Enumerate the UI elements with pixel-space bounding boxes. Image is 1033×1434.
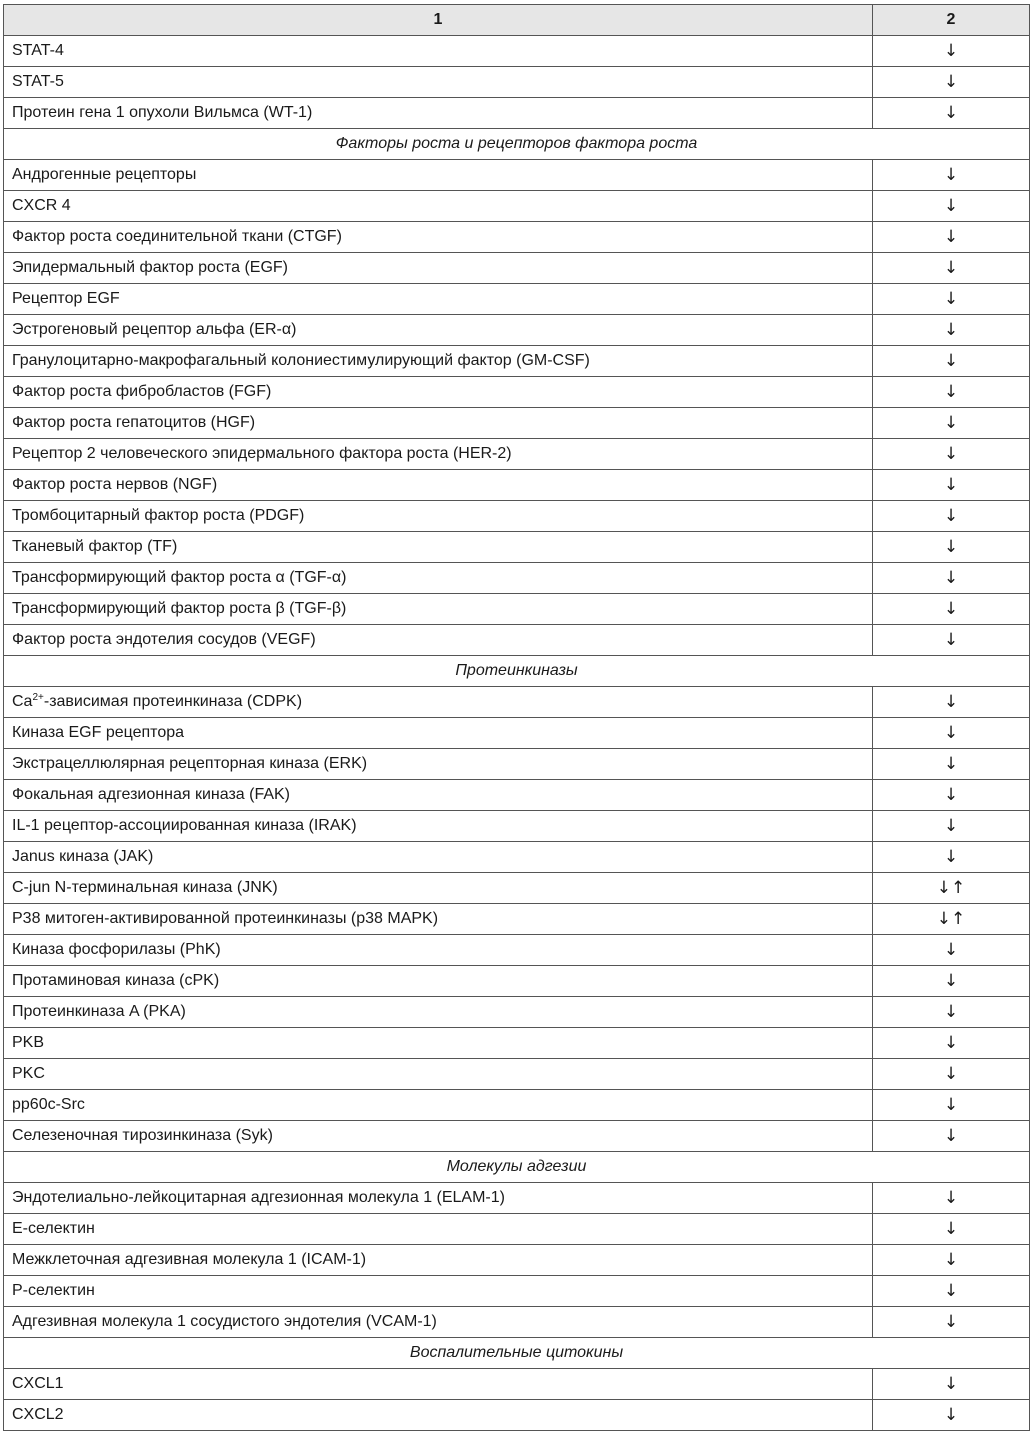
- table-row: [4, 1307, 1030, 1338]
- table-row: [4, 842, 1030, 873]
- table-row: [4, 594, 1030, 625]
- row-name-cell: Фактор роста нервов (NGF): [4, 470, 873, 501]
- row-name-cell: C-jun N-терминальная киназа (JNK): [4, 873, 873, 904]
- table-row: [4, 935, 1030, 966]
- row-arrow-cell: ↓: [873, 160, 1030, 191]
- row-arrow-cell: ↓: [873, 780, 1030, 811]
- table-head: [4, 5, 1030, 36]
- row-arrow-cell: ↓: [873, 501, 1030, 532]
- row-arrow-cell: ↓: [873, 842, 1030, 873]
- table-row: [4, 873, 1030, 904]
- row-arrow-cell: ↓: [873, 98, 1030, 129]
- row-name-cell: Адгезивная молекула 1 сосудистого эндотелия (VCAM-1): [4, 1307, 873, 1338]
- row-name-cell: Протаминовая киназа (cPK): [4, 966, 873, 997]
- table-row: [4, 408, 1030, 439]
- table-row: [4, 191, 1030, 222]
- row-name-cell: PKB: [4, 1028, 873, 1059]
- row-arrow-cell: ↓: [873, 1400, 1030, 1431]
- row-name-cell: Эндотелиально-лейкоцитарная адгезионная молекула 1 (ELAM-1): [4, 1183, 873, 1214]
- column-header-1: 1: [4, 5, 873, 36]
- row-arrow-cell: ↓: [873, 1028, 1030, 1059]
- table-row: [4, 1276, 1030, 1307]
- table-row: [4, 1400, 1030, 1431]
- row-arrow-cell: ↓: [873, 532, 1030, 563]
- row-arrow-cell: ↓: [873, 253, 1030, 284]
- table-row: [4, 67, 1030, 98]
- table-row: [4, 1121, 1030, 1152]
- row-name-cell: [4, 687, 873, 718]
- row-arrow-cell: ↓: [873, 1059, 1030, 1090]
- data-table: [3, 4, 1030, 1431]
- row-name-cell: pp60c-Src: [4, 1090, 873, 1121]
- row-arrow-cell: ↓: [873, 1369, 1030, 1400]
- table-row: [4, 1214, 1030, 1245]
- row-name-cell: Фактор роста гепатоцитов (HGF): [4, 408, 873, 439]
- table-row: [4, 253, 1030, 284]
- row-name-cell: Janus киназа (JAK): [4, 842, 873, 873]
- row-name-cell: E-селектин: [4, 1214, 873, 1245]
- table-row: [4, 98, 1030, 129]
- row-name-cell: CXCL2: [4, 1400, 873, 1431]
- row-name-cell: PKC: [4, 1059, 873, 1090]
- table-row: [4, 780, 1030, 811]
- row-arrow-cell: ↓: [873, 1090, 1030, 1121]
- row-name-cell: Фактор роста фибробластов (FGF): [4, 377, 873, 408]
- row-name-cell: P-селектин: [4, 1276, 873, 1307]
- table-body: [4, 36, 1030, 1431]
- table-row: [4, 501, 1030, 532]
- table-row: [4, 1245, 1030, 1276]
- table-row: [4, 904, 1030, 935]
- table-row: [4, 625, 1030, 656]
- table-row: [4, 1369, 1030, 1400]
- section-heading: Факторы роста и рецепторов фактора роста: [4, 129, 1030, 160]
- row-name-cell: P38 митоген-активированной протеинкиназы (p38 MAPK): [4, 904, 873, 935]
- name-superscript: 2+: [32, 692, 44, 703]
- row-arrow-cell: ↓: [873, 67, 1030, 98]
- section-row: [4, 1338, 1030, 1369]
- row-name-cell: Тканевый фактор (TF): [4, 532, 873, 563]
- section-row: [4, 1152, 1030, 1183]
- row-arrow-cell: ↓: [873, 997, 1030, 1028]
- table-row: [4, 1090, 1030, 1121]
- row-arrow-cell: ↓: [873, 935, 1030, 966]
- row-arrow-cell: ↓: [873, 222, 1030, 253]
- row-arrow-cell: ↓: [873, 1183, 1030, 1214]
- table-row: [4, 1028, 1030, 1059]
- row-name-cell: Андрогенные рецепторы: [4, 160, 873, 191]
- table-row: [4, 160, 1030, 191]
- row-name-cell: Трансформирующий фактор роста α (TGF-α): [4, 563, 873, 594]
- row-arrow-cell: ↓: [873, 563, 1030, 594]
- table-row: [4, 749, 1030, 780]
- row-arrow-cell: ↓: [873, 377, 1030, 408]
- row-arrow-cell: ↓: [873, 315, 1030, 346]
- row-name-cell: Селезеночная тирозинкиназа (Syk): [4, 1121, 873, 1152]
- table-row: [4, 315, 1030, 346]
- section-heading: Протеинкиназы: [4, 656, 1030, 687]
- row-arrow-cell: ↓: [873, 439, 1030, 470]
- table-row: [4, 346, 1030, 377]
- table-row: [4, 439, 1030, 470]
- row-arrow-cell: ↓: [873, 1276, 1030, 1307]
- table-row: [4, 1059, 1030, 1090]
- section-heading: Воспалительные цитокины: [4, 1338, 1030, 1369]
- row-name-cell: Межклеточная адгезивная молекула 1 (ICAM-1): [4, 1245, 873, 1276]
- row-arrow-cell: ↓: [873, 811, 1030, 842]
- row-arrow-cell: ↓: [873, 191, 1030, 222]
- row-name-cell: IL-1 рецептор-ассоциированная киназа (IRAK): [4, 811, 873, 842]
- table-row: [4, 563, 1030, 594]
- row-name-cell: Эпидермальный фактор роста (EGF): [4, 253, 873, 284]
- row-name-cell: Рецептор 2 человеческого эпидермального фактора роста (HER-2): [4, 439, 873, 470]
- row-arrow-cell: ↓: [873, 1245, 1030, 1276]
- row-arrow-cell: ↓: [873, 470, 1030, 501]
- row-name-cell: CXCL1: [4, 1369, 873, 1400]
- row-name-cell: Киназа фосфорилазы (PhK): [4, 935, 873, 966]
- row-arrow-cell: ↓: [873, 625, 1030, 656]
- row-arrow-cell: ↓: [873, 966, 1030, 997]
- table-row: [4, 532, 1030, 563]
- row-name-cell: Гранулоцитарно-макрофагальный колониестимулирующий фактор (GM-CSF): [4, 346, 873, 377]
- row-arrow-cell: ↓: [873, 1307, 1030, 1338]
- row-name-cell: STAT-4: [4, 36, 873, 67]
- table-row: [4, 222, 1030, 253]
- row-name-cell: Киназа EGF рецептора: [4, 718, 873, 749]
- table-row: [4, 470, 1030, 501]
- column-header-2: 2: [873, 5, 1030, 36]
- table-row: [4, 377, 1030, 408]
- row-name-cell: Фокальная адгезионная киназа (FAK): [4, 780, 873, 811]
- table-container: [3, 4, 1029, 1431]
- table-row: [4, 811, 1030, 842]
- table-row: [4, 284, 1030, 315]
- row-arrow-cell: ↓: [873, 346, 1030, 377]
- row-arrow-cell: ↓↑: [873, 873, 1030, 904]
- header-row: [4, 5, 1030, 36]
- row-name-cell: Фактор роста соединительной ткани (CTGF): [4, 222, 873, 253]
- row-name-cell: Протеин гена 1 опухоли Вильмса (WT-1): [4, 98, 873, 129]
- row-name-cell: Рецептор EGF: [4, 284, 873, 315]
- row-name-cell: CXCR 4: [4, 191, 873, 222]
- table-row: [4, 687, 1030, 718]
- row-arrow-cell: ↓: [873, 408, 1030, 439]
- row-name-cell: Тромбоцитарный фактор роста (PDGF): [4, 501, 873, 532]
- table-row: [4, 966, 1030, 997]
- table-row: [4, 997, 1030, 1028]
- row-arrow-cell: ↓: [873, 594, 1030, 625]
- section-row: [4, 129, 1030, 160]
- row-arrow-cell: ↓: [873, 687, 1030, 718]
- row-name-cell: Трансформирующий фактор роста β (TGF-β): [4, 594, 873, 625]
- row-arrow-cell: ↓: [873, 36, 1030, 67]
- section-heading: Молекулы адгезии: [4, 1152, 1030, 1183]
- row-name-cell: STAT-5: [4, 67, 873, 98]
- row-arrow-cell: ↓↑: [873, 904, 1030, 935]
- row-arrow-cell: ↓: [873, 718, 1030, 749]
- row-name-cell: Фактор роста эндотелия сосудов (VEGF): [4, 625, 873, 656]
- name-rest: -зависимая протеинкиназа (CDPK): [43, 693, 303, 710]
- table-row: [4, 36, 1030, 67]
- row-arrow-cell: ↓: [873, 284, 1030, 315]
- row-name-cell: Протеинкиназа A (PKA): [4, 997, 873, 1028]
- section-row: [4, 656, 1030, 687]
- table-row: [4, 718, 1030, 749]
- name-prefix: Ca: [12, 693, 33, 710]
- table-row: [4, 1183, 1030, 1214]
- row-name-cell: Эстрогеновый рецептор альфа (ER-α): [4, 315, 873, 346]
- row-arrow-cell: ↓: [873, 1214, 1030, 1245]
- row-arrow-cell: ↓: [873, 749, 1030, 780]
- row-arrow-cell: ↓: [873, 1121, 1030, 1152]
- row-name-cell: Экстрацеллюлярная рецепторная киназа (ERK): [4, 749, 873, 780]
